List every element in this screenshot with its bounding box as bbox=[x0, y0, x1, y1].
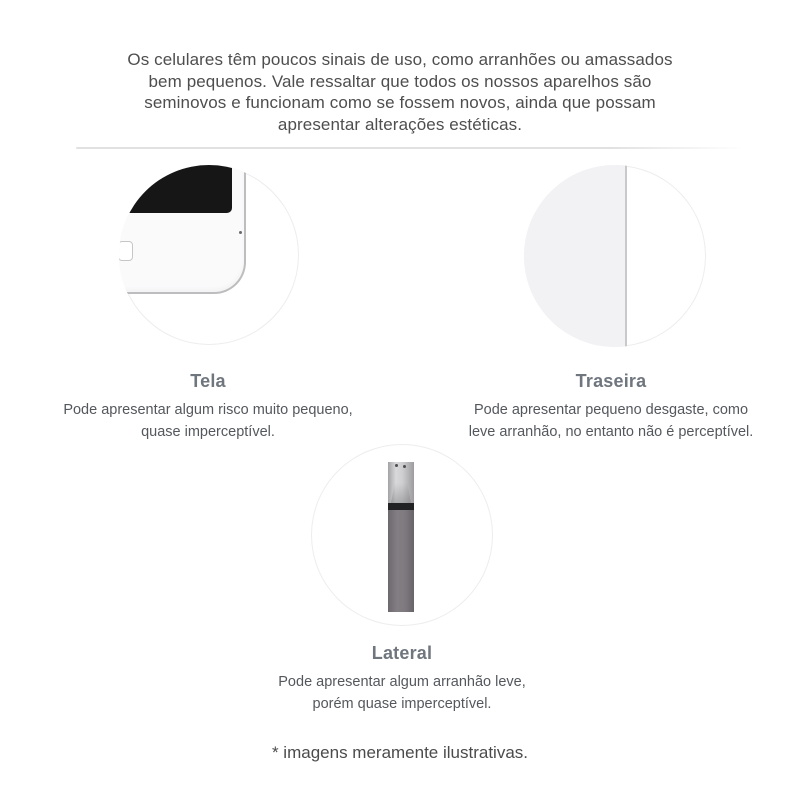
divider bbox=[76, 147, 744, 149]
lateral-caption bbox=[222, 643, 582, 715]
intro-line: Os celulares têm poucos sinais de uso, como arranhões ou amassados bbox=[127, 50, 673, 69]
traseira-circle-image bbox=[524, 165, 706, 347]
phone-mic-dot bbox=[239, 231, 242, 234]
intro-line: bem pequenos. Vale ressaltar que todos os nossos aparelhos são bbox=[148, 71, 652, 91]
lateral-circle-image bbox=[311, 444, 493, 626]
tela-description-line: Pode apresentar algum risco muito pequeno, bbox=[63, 402, 353, 418]
lateral-description bbox=[222, 672, 582, 715]
traseira-description-line: Pode apresentar pequeno desgaste, como bbox=[473, 402, 749, 418]
side-rail-dark-band bbox=[388, 503, 414, 510]
side-rail-body bbox=[388, 510, 414, 612]
traseira-description-line: leve arranhão, no entanto não é perceptível. bbox=[468, 423, 754, 440]
tela-circle-image bbox=[119, 165, 299, 345]
tela-description bbox=[28, 400, 388, 443]
side-rail-top-segment bbox=[388, 462, 414, 503]
phone-corner-illustration bbox=[119, 165, 246, 294]
tela-title: Tela bbox=[190, 371, 226, 391]
lateral-description-line: Pode apresentar algum arranhão leve, bbox=[278, 674, 526, 690]
traseira-description bbox=[431, 400, 791, 443]
illustrative-images-footnote: * imagens meramente ilustrativas. bbox=[271, 743, 529, 762]
side-rail-antenna-dots bbox=[395, 464, 398, 467]
traseira-title: Traseira bbox=[575, 371, 647, 391]
phone-screen-area bbox=[119, 165, 232, 213]
side-rail-seam bbox=[391, 483, 411, 503]
traseira-caption bbox=[431, 371, 791, 443]
lateral-title: Lateral bbox=[371, 643, 433, 663]
intro-paragraph bbox=[0, 49, 800, 135]
tela-caption bbox=[28, 371, 388, 443]
phone-side-rail-illustration bbox=[388, 462, 414, 612]
intro-line: apresentar alterações estéticas. bbox=[277, 114, 523, 134]
lateral-description-line: porém quase imperceptível. bbox=[312, 695, 492, 712]
intro-line: seminovos e funcionam como se fossem novos, ainda que possam bbox=[144, 93, 656, 112]
tela-description-line: quase imperceptível. bbox=[141, 423, 275, 440]
phone-back-edge-line bbox=[625, 165, 627, 347]
phone-side-button bbox=[119, 241, 133, 261]
phone-back-panel bbox=[524, 165, 625, 347]
